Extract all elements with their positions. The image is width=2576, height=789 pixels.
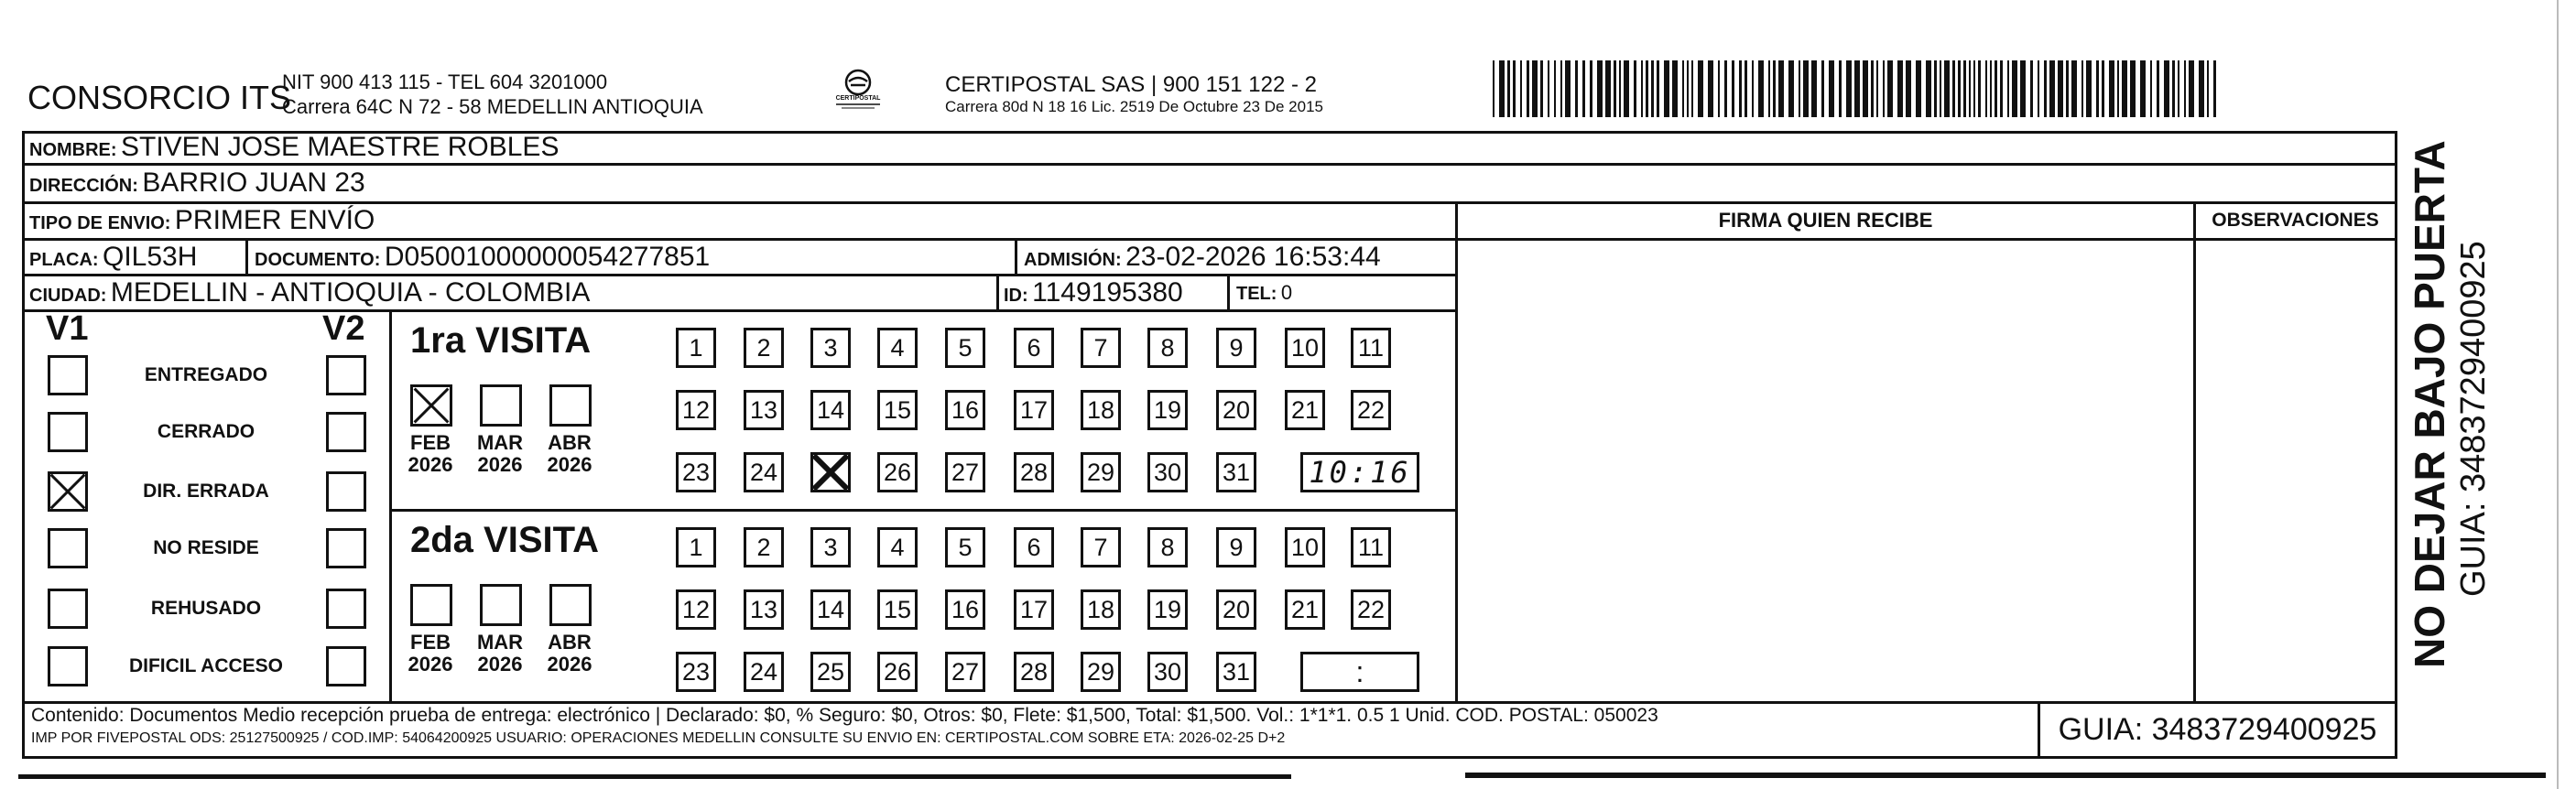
tipo-envio-row xyxy=(29,202,375,239)
month-label xyxy=(403,432,458,476)
barcode-bar xyxy=(1916,60,1921,117)
barcode-bar xyxy=(2102,60,2104,117)
barcode-bar xyxy=(2030,60,2033,117)
courier-license: Carrera 80d N 18 16 Lic. 2519 De Octubre 23 De 2015 xyxy=(945,98,1323,115)
day-box[interactable]: 4 xyxy=(877,527,918,567)
barcode-bar xyxy=(1985,60,1987,117)
side-guia: GUIA: 3483729400925 xyxy=(2454,241,2493,597)
barcode-bar xyxy=(1788,60,1794,117)
barcode-bar xyxy=(1906,60,1911,117)
v2-checkbox[interactable] xyxy=(326,412,366,452)
barcode-bar xyxy=(1973,60,1975,117)
barcode-bar xyxy=(2020,60,2026,117)
ciudad-value: MEDELLIN - ANTIOQUIA - COLOMBIA xyxy=(110,277,591,308)
barcode-bar xyxy=(2184,60,2186,117)
footer-details xyxy=(31,705,1658,747)
day-box[interactable]: 27 xyxy=(945,652,985,692)
status-label: DIFICIL ACCESO xyxy=(128,655,283,676)
barcode-bar xyxy=(1940,60,1941,117)
barcode-bar xyxy=(1614,60,1616,117)
day-box[interactable]: 8 xyxy=(1147,527,1188,567)
barcode-bar xyxy=(1682,60,1684,117)
month-year: 2026 xyxy=(477,453,523,476)
v1-checkbox[interactable] xyxy=(48,528,88,568)
barcode-bar xyxy=(1990,60,1992,117)
barcode-bar xyxy=(1854,60,1860,117)
day-box[interactable]: 11 xyxy=(1351,328,1391,368)
barcode-bar xyxy=(1548,60,1549,117)
barcode-bar xyxy=(2007,60,2009,117)
day-box[interactable]: 23 xyxy=(676,452,716,492)
barcode-bar xyxy=(2096,60,2099,117)
v1-checkbox[interactable] xyxy=(48,589,88,629)
ciudad-field xyxy=(29,276,590,310)
v1-checkbox[interactable] xyxy=(48,471,88,512)
barcode-bar xyxy=(1687,60,1689,117)
barcode-bar xyxy=(2012,60,2017,117)
barcode-bar xyxy=(1752,60,1754,117)
day-box[interactable]: 22 xyxy=(1351,390,1391,430)
barcode-bar xyxy=(2071,60,2077,117)
month-checkbox[interactable] xyxy=(549,384,592,427)
ciudad-label: CIUDAD: xyxy=(29,286,107,306)
day-box[interactable]: 28 xyxy=(1014,452,1054,492)
time-box[interactable]: 10:16 xyxy=(1300,452,1419,492)
observaciones-header: OBSERVACIONES xyxy=(2212,210,2379,231)
tipo-envio-value: PRIMER ENVÍO xyxy=(174,205,375,235)
day-box[interactable]: 15 xyxy=(877,589,918,630)
column-line xyxy=(1015,238,1017,275)
barcode-bar xyxy=(1732,60,1734,117)
day-box[interactable]: 27 xyxy=(945,452,985,492)
barcode-bar xyxy=(1799,60,1800,117)
day-box[interactable]: 17 xyxy=(1014,589,1054,630)
day-box[interactable]: 22 xyxy=(1351,589,1391,630)
day-box[interactable]: 4 xyxy=(877,328,918,368)
day-box[interactable]: 3 xyxy=(810,527,851,567)
barcode-bar xyxy=(2122,60,2127,117)
day-box[interactable]: 2 xyxy=(744,527,784,567)
nombre-value: STIVEN JOSE MAESTRE ROBLES xyxy=(121,132,560,162)
barcode-bar xyxy=(2140,60,2146,117)
tel-label: TEL: xyxy=(1236,284,1277,304)
barcode-bar xyxy=(2130,60,2136,117)
barcode-bar xyxy=(1554,60,1556,117)
barcode-bar xyxy=(1641,60,1643,117)
barcode-bar xyxy=(2081,60,2083,117)
barcode-bar xyxy=(1520,60,1522,117)
day-box[interactable]: 20 xyxy=(1216,390,1256,430)
company-name: CONSORCIO ITS xyxy=(27,79,292,116)
month-year: 2026 xyxy=(547,453,592,476)
day-box[interactable]: 9 xyxy=(1216,527,1256,567)
barcode-bar xyxy=(1978,60,1981,117)
imp-line: IMP POR FIVEPOSTAL ODS: 25127500925 / COD.IMP: 54064200925 USUARIO: OPERACIONES MEDELLIN CONSULTE SU ENVIO EN: CERTIPOSTAL.COM SOBRE ETA: 2026-02-25 D+2 xyxy=(31,730,1286,746)
barcode-bar xyxy=(1883,60,1885,117)
admision-label: ADMISIÓN: xyxy=(1024,250,1122,270)
barcode-bar xyxy=(1758,60,1764,117)
barcode-bar xyxy=(1876,60,1878,117)
v2-label: V2 xyxy=(322,309,365,348)
v2-checkbox[interactable] xyxy=(326,528,366,568)
day-box[interactable]: 29 xyxy=(1081,652,1121,692)
month-year: 2026 xyxy=(477,653,523,676)
day-box[interactable]: 24 xyxy=(744,452,784,492)
barcode-bar xyxy=(1952,60,1955,117)
barcode-bar xyxy=(1773,60,1776,117)
barcode-bar xyxy=(1646,60,1648,117)
month-checkbox[interactable] xyxy=(549,584,592,626)
barcode-bar xyxy=(2207,60,2209,117)
barcode-bar xyxy=(2117,60,2119,117)
company-info xyxy=(282,70,703,119)
day-box[interactable]: 6 xyxy=(1014,328,1054,368)
footer-guia: GUIA: 3483729400925 xyxy=(2058,712,2377,747)
month-name: FEB xyxy=(410,431,451,454)
day-box[interactable]: 7 xyxy=(1081,527,1121,567)
day-box[interactable]: 1 xyxy=(676,527,716,567)
barcode-bar xyxy=(1897,60,1903,117)
day-box[interactable]: 12 xyxy=(676,390,716,430)
logo-text: CERTIPOSTAL xyxy=(835,95,881,102)
barcode-bar xyxy=(1963,60,1966,117)
day-box[interactable]: 31 xyxy=(1216,652,1256,692)
barcode-bar xyxy=(1499,60,1505,117)
barcode-bar xyxy=(1672,60,1678,117)
id-label: ID: xyxy=(1004,286,1028,306)
bottom-edge-line-right xyxy=(1465,773,2546,778)
barcode-bar xyxy=(2109,60,2114,117)
day-box[interactable]: 14 xyxy=(810,390,851,430)
day-box[interactable]: 17 xyxy=(1014,390,1054,430)
day-box[interactable]: 23 xyxy=(676,652,716,692)
day-box[interactable]: 13 xyxy=(744,390,784,430)
barcode-bar xyxy=(1634,60,1636,117)
day-box[interactable]: 9 xyxy=(1216,328,1256,368)
month-year: 2026 xyxy=(547,653,592,676)
barcode-bar xyxy=(1958,60,1961,117)
day-box[interactable]: 30 xyxy=(1147,452,1188,492)
v1-checkbox[interactable] xyxy=(48,646,88,686)
barcode-bar xyxy=(1698,60,1703,117)
day-box[interactable]: 11 xyxy=(1351,527,1391,567)
day-box[interactable]: 16 xyxy=(945,589,985,630)
barcode-bar xyxy=(1969,60,1971,117)
barcode-bar xyxy=(2066,60,2069,117)
month-name: ABR xyxy=(548,431,592,454)
month-label xyxy=(403,632,458,676)
day-box[interactable]: 25 xyxy=(810,652,851,692)
column-line xyxy=(245,238,248,275)
day-box[interactable]: 14 xyxy=(810,589,851,630)
month-year: 2026 xyxy=(408,653,453,676)
barcode-bar xyxy=(1718,60,1720,117)
barcode-bar xyxy=(1708,60,1713,117)
barcode-bar xyxy=(1575,60,1578,117)
frame-left-line xyxy=(22,131,25,759)
page-edge xyxy=(2557,0,2559,789)
barcode-bar xyxy=(1691,60,1693,117)
barcode-bar xyxy=(1560,60,1562,117)
column-line xyxy=(996,274,999,310)
barcode-bar xyxy=(1597,60,1603,117)
month-name: MAR xyxy=(476,431,524,454)
day-box[interactable]: 3 xyxy=(810,328,851,368)
barcode-bar xyxy=(1664,60,1669,117)
frame-bottom-line xyxy=(22,756,2397,759)
documento-field xyxy=(255,240,710,275)
barcode-bar xyxy=(1829,60,1834,117)
barcode-bar xyxy=(2189,60,2194,117)
day-box[interactable]: 5 xyxy=(945,527,985,567)
status-label: CERRADO xyxy=(157,421,255,442)
day-box[interactable] xyxy=(810,452,851,492)
day-box[interactable]: 6 xyxy=(1014,527,1054,567)
barcode-bar xyxy=(2213,60,2216,117)
courier-name: CERTIPOSTAL SAS | 900 151 122 - 2 xyxy=(945,72,1317,97)
barcode-bar xyxy=(1605,60,1611,117)
day-box[interactable]: 19 xyxy=(1147,589,1188,630)
day-box[interactable]: 18 xyxy=(1081,589,1121,630)
month-checkbox[interactable] xyxy=(410,384,452,427)
barcode-bar xyxy=(1582,60,1585,117)
v1-label: V1 xyxy=(46,309,89,348)
courier-info xyxy=(945,71,1323,116)
barcode-bar xyxy=(2157,60,2159,117)
barcode-bar xyxy=(2058,60,2063,117)
row-line xyxy=(389,509,1458,512)
v2-checkbox[interactable] xyxy=(326,646,366,686)
barcode-bar xyxy=(1619,60,1621,117)
month-year: 2026 xyxy=(408,453,453,476)
day-box[interactable]: 26 xyxy=(877,452,918,492)
day-box[interactable]: 18 xyxy=(1081,390,1121,430)
barcode-bar xyxy=(1846,60,1852,117)
barcode-bar xyxy=(1513,60,1516,117)
day-box[interactable]: 28 xyxy=(1014,652,1054,692)
day-box[interactable]: 31 xyxy=(1216,452,1256,492)
month-checkbox[interactable] xyxy=(480,584,522,626)
day-box[interactable]: 30 xyxy=(1147,652,1188,692)
day-box[interactable]: 21 xyxy=(1285,589,1325,630)
barcode-bar xyxy=(1739,60,1742,117)
barcode-bar xyxy=(1724,60,1727,117)
barcode-bar xyxy=(1527,60,1529,117)
admision-value: 23-02-2026 16:53:44 xyxy=(1125,242,1381,272)
barcode-bar xyxy=(1887,60,1893,117)
barcode-bar xyxy=(1493,60,1495,117)
documento-label: DOCUMENTO: xyxy=(255,250,381,270)
v2-checkbox[interactable] xyxy=(326,355,366,395)
barcode-bar xyxy=(2164,60,2169,117)
barcode-bar xyxy=(1863,60,1868,117)
month-name: ABR xyxy=(548,631,592,654)
month-name: FEB xyxy=(410,631,451,654)
month-label xyxy=(473,432,527,476)
day-box[interactable]: 10 xyxy=(1285,527,1325,567)
status-label: ENTREGADO xyxy=(144,364,268,385)
barcode-bar xyxy=(1821,60,1824,117)
direccion-label: DIRECCIÓN: xyxy=(29,176,138,196)
id-field xyxy=(1004,276,1183,310)
barcode-bar xyxy=(1768,60,1770,117)
status-label: NO RESIDE xyxy=(153,537,259,558)
status-label: REHUSADO xyxy=(150,598,262,619)
barcode-bar xyxy=(2049,60,2055,117)
barcode-bar xyxy=(1651,60,1654,117)
barcode-bar xyxy=(2000,60,2003,117)
certipostal-logo xyxy=(829,68,887,112)
v2-checkbox[interactable] xyxy=(326,589,366,629)
day-box[interactable]: 16 xyxy=(945,390,985,430)
barcode-bar xyxy=(1839,60,1842,117)
day-box[interactable]: 8 xyxy=(1147,328,1188,368)
firma-header: FIRMA QUIEN RECIBE xyxy=(1718,209,1933,232)
id-value: 1149195380 xyxy=(1032,277,1183,308)
day-box[interactable]: 12 xyxy=(676,589,716,630)
tel-field xyxy=(1236,276,1292,310)
column-line xyxy=(2193,201,2196,703)
barcode-bar xyxy=(1590,60,1592,117)
column-line xyxy=(1227,274,1230,310)
barcode-bar xyxy=(2150,60,2152,117)
barcode-bar xyxy=(1624,60,1629,117)
month-checkbox[interactable] xyxy=(410,584,452,626)
frame-right-line xyxy=(2395,131,2397,759)
barcode-bar xyxy=(2044,60,2047,117)
day-box[interactable]: 29 xyxy=(1081,452,1121,492)
day-box[interactable]: 15 xyxy=(877,390,918,430)
barcode-bar xyxy=(1778,60,1784,117)
v2-checkbox[interactable] xyxy=(326,471,366,512)
day-box[interactable]: 10 xyxy=(1285,328,1325,368)
day-box[interactable]: 2 xyxy=(744,328,784,368)
visit-title: 1ra VISITA xyxy=(410,320,592,361)
tipo-envio-label: TIPO DE ENVIO: xyxy=(29,213,171,233)
barcode-bar xyxy=(1565,60,1571,117)
documento-value: D05001000000054277851 xyxy=(384,242,711,272)
bottom-edge-line xyxy=(18,774,1291,779)
column-line xyxy=(389,309,392,703)
barcode-bar xyxy=(1507,60,1510,117)
day-box[interactable]: 21 xyxy=(1285,390,1325,430)
column-line xyxy=(1455,201,1458,703)
barcode-bar xyxy=(2178,60,2179,117)
placa-label: PLACA: xyxy=(29,250,99,270)
day-box[interactable]: 1 xyxy=(676,328,716,368)
barcode-bar xyxy=(1944,60,1950,117)
barcode-bar xyxy=(1532,60,1538,117)
visit-title: 2da VISITA xyxy=(410,520,599,560)
day-box[interactable]: 19 xyxy=(1147,390,1188,430)
day-box[interactable]: 7 xyxy=(1081,328,1121,368)
barcode xyxy=(1493,60,2221,117)
barcode-bar xyxy=(1871,60,1874,117)
nombre-label: NOMBRE: xyxy=(29,140,117,160)
barcode-bar xyxy=(2199,60,2204,117)
day-box[interactable]: 24 xyxy=(744,652,784,692)
barcode-bar xyxy=(2172,60,2175,117)
month-label xyxy=(473,632,527,676)
contenido-line: Contenido: Documentos Medio recepción prueba de entrega: electrónico | Declarado: $0, % Seguro: $0, Otros: $0, Flete: $1,500, Total: $1,500. Vol.: 1*1*1. 0.5 1 Unid. COD. POSTAL: 050023 xyxy=(31,705,1658,726)
v1-checkbox[interactable] xyxy=(48,355,88,395)
placa-value: QIL53H xyxy=(103,242,198,272)
barcode-bar xyxy=(1934,60,1937,117)
direccion-value: BARRIO JUAN 23 xyxy=(142,168,365,198)
barcode-bar xyxy=(2086,60,2092,117)
admision-field xyxy=(1024,240,1381,275)
day-box[interactable]: 13 xyxy=(744,589,784,630)
month-checkbox[interactable] xyxy=(480,384,522,427)
day-box[interactable]: 26 xyxy=(877,652,918,692)
v1-checkbox[interactable] xyxy=(48,412,88,452)
nit-line: NIT 900 413 115 - TEL 604 3201000 xyxy=(282,70,608,93)
barcode-bar xyxy=(1745,60,1747,117)
no-dejar-warning: NO DEJAR BAJO PUERTA xyxy=(2406,140,2453,668)
month-name: MAR xyxy=(476,631,524,654)
barcode-bar xyxy=(1540,60,1543,117)
placa-field xyxy=(29,240,197,275)
month-label xyxy=(542,632,597,676)
barcode-bar xyxy=(1803,60,1809,117)
status-label: DIR. ERRADA xyxy=(143,481,269,502)
address-line: Carrera 64C N 72 - 58 MEDELLIN ANTIOQUIA xyxy=(282,95,703,118)
barcode-bar xyxy=(1811,60,1817,117)
nombre-row xyxy=(29,131,559,164)
day-box[interactable]: 5 xyxy=(945,328,985,368)
barcode-bar xyxy=(1994,60,1997,117)
day-box[interactable]: 20 xyxy=(1216,589,1256,630)
time-box[interactable]: : xyxy=(1300,652,1419,692)
barcode-bar xyxy=(2038,60,2039,117)
barcode-bar xyxy=(1657,60,1659,117)
barcode-bar xyxy=(1926,60,1931,117)
direccion-row xyxy=(29,165,365,201)
tel-value: 0 xyxy=(1280,281,1293,304)
month-label xyxy=(542,432,597,476)
